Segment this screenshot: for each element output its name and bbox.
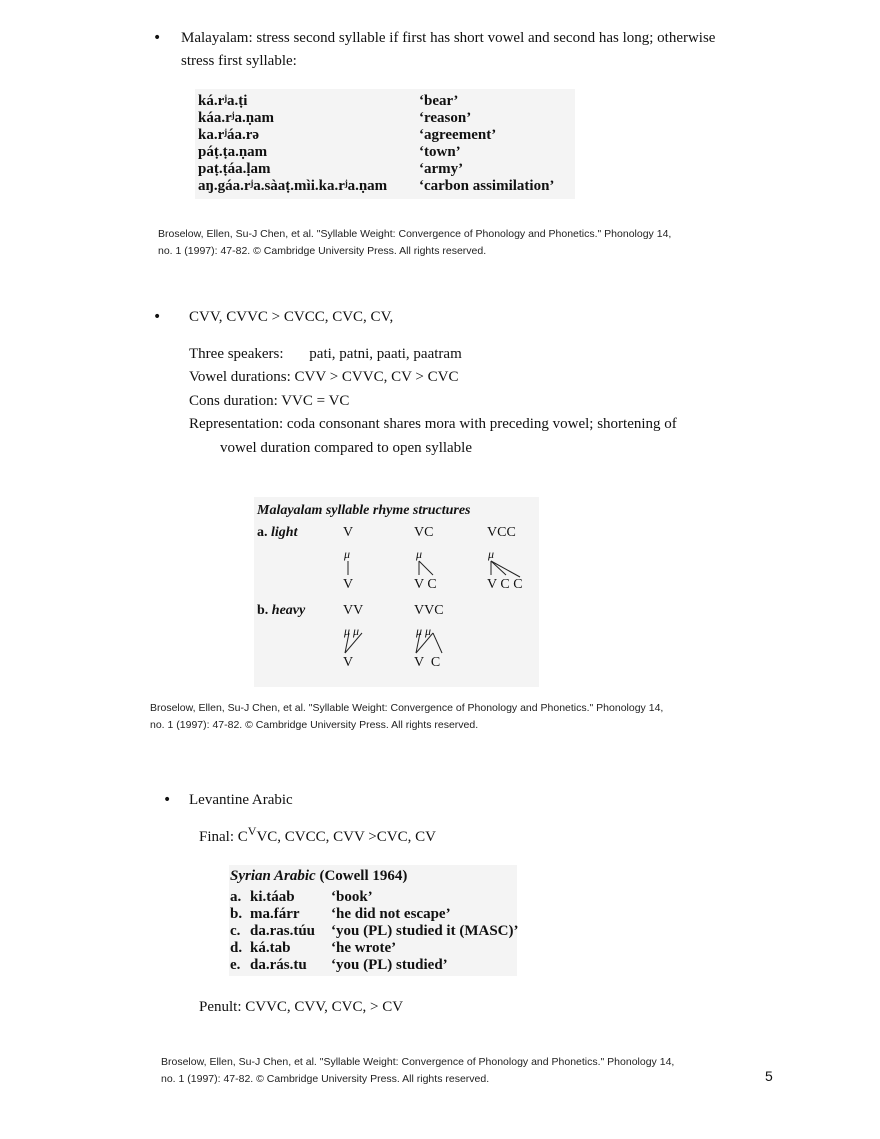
form-cell: ki.táab [250,889,295,905]
mu-pair: μ μ [416,624,432,638]
light-col-2: VC [414,525,434,540]
final-sup: V [247,824,257,838]
row-label: a. [230,889,242,905]
form-cell: ka.rʲáa.rə [198,127,260,143]
gloss-cell: ‘army’ [419,161,464,177]
vowel-durations: Vowel durations: CVV > CVVC, CV > CVC [189,369,459,385]
arabic-bullet: • [163,792,172,808]
penult-line: Penult: CVVC, CVV, CVC, > CV [199,999,404,1015]
row-label: c. [230,923,241,939]
citation-1 [158,226,758,260]
light-bottom-3: V C C [487,577,523,592]
malayalam-stress-table [195,89,575,199]
heavy-letter: b. [257,603,269,618]
citation-1-line1: Broselow, Ellen, Su-J Chen, et al. "Syllable Weight: Convergence of Phonology and Phonetics." Phonology 14, [158,228,672,240]
figure-title: Malayalam syllable rhyme structures [257,503,471,518]
page-number: 5 [765,1068,773,1084]
citation-3-line2: no. 1 (1997): 47-82. © Cambridge University Press. All rights reserved. [161,1073,490,1085]
gloss-cell: ‘carbon assimilation’ [419,178,555,194]
form-cell: ma.fárr [250,906,300,922]
gloss-cell: ‘reason’ [419,110,472,126]
row-label: d. [230,940,243,956]
gloss-cell: ‘he wrote’ [331,940,397,956]
form-cell: ká.tab [250,940,291,956]
light-col-3: VCC [487,525,516,540]
speakers-label: Three speakers: [189,346,284,362]
cvv-heading: CVV, CVVC > CVCC, CVC, CV, [189,309,394,325]
representation-line2: vowel duration compared to open syllable [220,440,473,456]
gloss-cell: ‘agreement’ [419,127,497,143]
heavy-bottom-2: V C [414,655,441,670]
citation-3-line1: Broselow, Ellen, Su-J Chen, et al. "Syllable Weight: Convergence of Phonology and Phonetics." Phonology 14, [161,1056,675,1068]
mu-symbol: μ [416,547,423,561]
citation-2-line1: Broselow, Ellen, Su-J Chen, et al. "Syllable Weight: Convergence of Phonology and Phonetics." Phonology 14, [150,702,664,714]
mu-symbol: μ [344,547,351,561]
representation-line1: Representation: coda consonant shares mora with preceding vowel; shortening of [189,416,677,432]
cons-duration: Cons duration: VVC = VC [189,393,350,409]
gloss-cell: ‘you (PL) studied’ [331,957,448,973]
light-bottom-2: V C [414,577,437,592]
form-cell: da.rás.tu [250,957,307,973]
malayalam-line2: stress first syllable: [181,53,297,69]
speakers-line [189,343,462,366]
gloss-cell: ‘he did not escape’ [331,906,451,922]
final-rest: VC, CVCC, CVV >CVC, CV [256,829,436,845]
citation-1-line2: no. 1 (1997): 47-82. © Cambridge University Press. All rights reserved. [158,245,487,257]
cvv-bullet: • [153,309,162,325]
gloss-cell: ‘town’ [419,144,461,160]
rhyme-structures-figure [254,497,539,687]
final-line [199,826,436,849]
heavy-label: heavy [271,603,306,618]
malayalam-line1: Malayalam: stress second syllable if first has short vowel and second has long; otherwise [181,30,716,46]
gloss-cell: ‘bear’ [419,93,459,109]
figure-title-italic: Syrian Arabic [230,868,316,884]
form-cell: páṭ.ṭa.ṇam [198,144,268,160]
malayalam-bullet: • [153,30,162,46]
speakers-words: pati, patni, paati, paatram [309,346,462,362]
light-bottom-1: V [343,577,354,592]
heavy-bottom-1: V [343,655,354,670]
citation-2 [150,700,750,734]
form-cell: aŋ.gáa.rʲa.sàaṭ.mìi.ka.rʲa.ṇam [198,178,388,194]
gloss-cell: ‘you (PL) studied it (MASC)’ [331,923,519,939]
form-cell: da.ras.túu [250,923,316,939]
light-col-1: V [343,525,354,540]
figure-title-rest: (Cowell 1964) [315,868,408,884]
citation-2-line2: no. 1 (1997): 47-82. © Cambridge University Press. All rights reserved. [150,719,479,731]
row-label: b. [230,906,243,922]
arabic-heading: Levantine Arabic [189,792,293,808]
malayalam-text [181,27,781,73]
gloss-cell: ‘book’ [331,889,373,905]
syrian-arabic-figure [229,865,517,976]
mu-symbol: μ [488,547,495,561]
form-cell: paṭ.ṭáa.ḷam [198,161,271,177]
light-label: light [271,525,298,540]
form-cell: káa.rʲa.ṇam [198,110,275,126]
light-letter: a. [257,525,268,540]
mu-pair: μ μ [344,624,360,638]
final-prefix: Final: C [199,829,248,845]
form-cell: ká.rʲa.ṭi [198,93,248,109]
row-label: e. [230,957,241,973]
heavy-col-2: VVC [414,603,444,618]
heavy-col-1: VV [343,603,364,618]
citation-3 [161,1054,761,1088]
